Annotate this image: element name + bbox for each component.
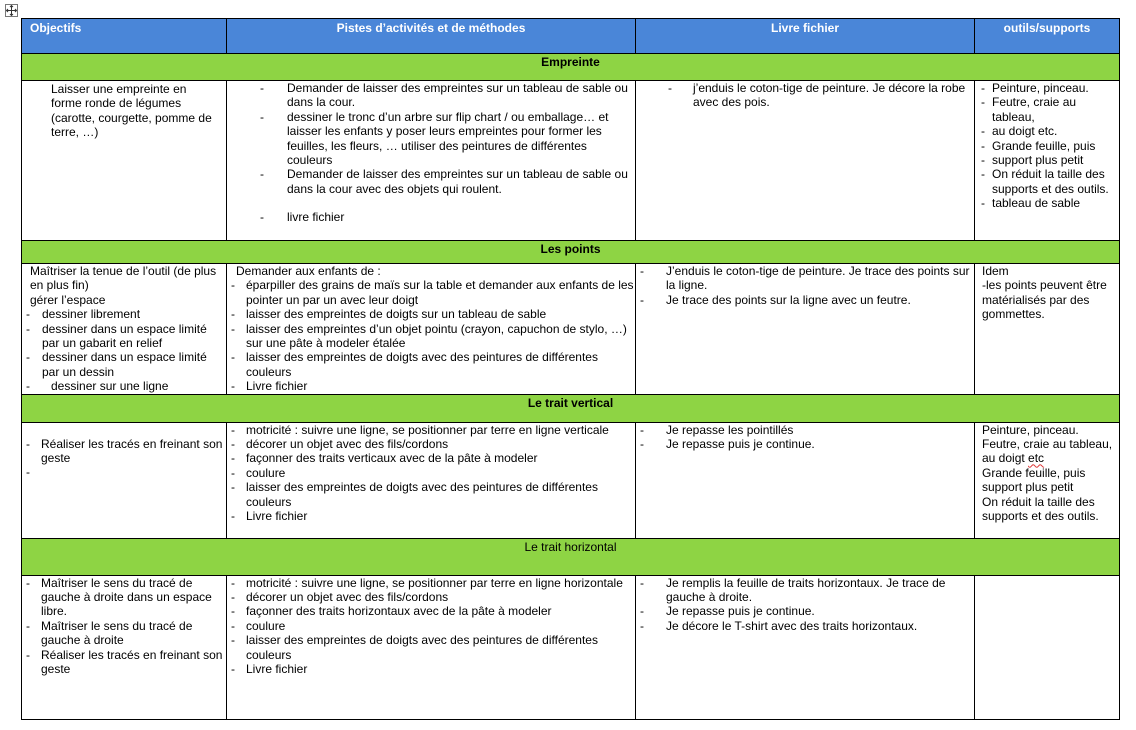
list-item: - motricité : suivre une ligne, se positionner par terre en ligne horizontale — [227, 576, 635, 590]
list-item: - Grande feuille, puis — [975, 139, 1119, 153]
pistes-list — [227, 278, 635, 393]
objectif-line: Maîtriser la tenue de l’outil (de plus en plus fin) — [30, 264, 217, 293]
list-item: - Je décore le T-shirt avec des traits horizontaux. — [636, 619, 974, 633]
pistes-intro: Demander aux enfants de : — [236, 264, 381, 278]
list-item: - Demander de laisser des empreintes sur un tableau de sable ou dans la cour avec des objets qui roulent. — [227, 167, 635, 196]
outils-line: Idem — [982, 264, 1009, 278]
list-item: - J’enduis le coton-tige de peinture. Je trace des points sur la ligne. — [636, 264, 974, 293]
list-item: - Je remplis la feuille de traits horizontaux. Je trace de gauche à droite. — [636, 576, 974, 605]
list-item: - motricité : suivre une ligne, se positionner par terre en ligne verticale — [227, 423, 635, 437]
list-item: - Réaliser les tracés en freinant son geste — [22, 648, 226, 677]
objectifs-list — [22, 307, 226, 393]
list-item: - Je repasse puis je continue. — [636, 604, 974, 618]
outils-list — [975, 81, 1119, 211]
header-livre: Livre fichier — [636, 19, 975, 54]
header-row — [22, 19, 1120, 54]
list-item: - dessiner dans un espace limité par un dessin — [22, 350, 226, 379]
list-item: - dessiner le tronc d’un arbre sur flip chart / ou emballage… et laisser les enfants y poser leurs empreintes pour former les feuilles, les fleurs, … utiliser des peintures de différentes couleurs — [227, 110, 635, 168]
objectif-text: Laisser une empreinte en forme ronde de légumes (carotte, courgette, pomme de terre, …) — [51, 82, 212, 140]
pistes-cell — [227, 422, 636, 538]
list-item: - façonner des traits horizontaux avec de la pâte à modeler — [227, 604, 635, 618]
livre-list — [636, 423, 974, 452]
header-objectifs: Objectifs — [22, 19, 227, 54]
outils-cell — [975, 264, 1120, 395]
section-title: Le trait horizontal — [22, 538, 1120, 575]
list-item: - livre fichier — [227, 210, 635, 224]
list-item: - j’enduis le coton-tige de peinture. Je décore la robe avec des pois. — [636, 81, 974, 110]
list-item: - Livre fichier — [227, 662, 635, 676]
table-row — [22, 422, 1120, 538]
list-item: - Je trace des points sur la ligne avec un feutre. — [636, 293, 974, 307]
list-item: - décorer un objet avec des fils/cordons — [227, 590, 635, 604]
section-row-points — [22, 241, 1120, 264]
outils-line: Grande feuille, puis support plus petit — [982, 465, 1086, 495]
objectifs-list — [22, 576, 226, 677]
list-item: - Je repasse puis je continue. — [636, 437, 974, 451]
livre-cell — [636, 81, 975, 241]
pistes-cell — [227, 575, 636, 719]
list-item: - laisser des empreintes de doigts avec des peintures de différentes couleurs — [227, 350, 635, 379]
list-item: - Maîtriser le sens du tracé de gauche à droite dans un espace libre. — [22, 576, 226, 619]
list-item: - dessiner sur une ligne — [22, 379, 226, 393]
livre-list — [636, 81, 974, 110]
outils-cell — [975, 422, 1120, 538]
list-item: - laisser des empreintes de doigts sur un tableau de sable — [227, 307, 635, 321]
section-title: Empreinte — [22, 54, 1120, 81]
list-item: - Feutre, craie au tableau, — [975, 95, 1119, 124]
outils-cell — [975, 81, 1120, 241]
list-item: - Maîtriser le sens du tracé de gauche à droite — [22, 619, 226, 648]
objectifs-cell — [22, 81, 227, 241]
objectifs-list — [22, 423, 226, 480]
list-item: - laisser des empreintes d’un objet pointu (crayon, capuchon de stylo, …) sur une pâte à modeler étalée — [227, 322, 635, 351]
objectifs-cell — [22, 575, 227, 719]
section-title: Le trait vertical — [22, 394, 1120, 422]
list-item: - Je repasse les pointillés — [636, 423, 974, 437]
outils-cell — [975, 575, 1120, 719]
objectifs-cell — [22, 264, 227, 395]
list-item: - décorer un objet avec des fils/cordons — [227, 437, 635, 451]
header-outils: outils/supports — [975, 19, 1120, 54]
outils-text — [975, 423, 1119, 524]
list-item: - dessiner librement — [22, 307, 226, 321]
list-item: - coulure — [227, 466, 635, 480]
table-move-handle-icon[interactable] — [5, 4, 18, 17]
livre-list — [636, 576, 974, 634]
list-item: - Peinture, pinceau. — [975, 81, 1119, 95]
table-row — [22, 264, 1120, 395]
pistes-list — [227, 423, 635, 524]
pistes-cell — [227, 81, 636, 241]
activity-table — [21, 18, 1120, 720]
livre-cell — [636, 422, 975, 538]
livre-cell — [636, 264, 975, 395]
section-row-vertical — [22, 394, 1120, 422]
list-item — [22, 465, 226, 479]
list-item: - façonner des traits verticaux avec de la pâte à modeler — [227, 451, 635, 465]
list-item: - Livre fichier — [227, 379, 635, 393]
list-item: - On réduit la taille des supports et des outils. — [975, 167, 1119, 196]
outils-line: On réduit la taille des supports et des outils. — [982, 494, 1099, 524]
outils-line: matérialisés par des gommettes. — [982, 292, 1090, 322]
objectif-text — [22, 264, 226, 307]
outils-line: -les points peuvent être — [982, 278, 1107, 293]
list-item: - Livre fichier — [227, 509, 635, 523]
objectif-line: gérer l’espace — [30, 292, 106, 307]
pistes-cell — [227, 264, 636, 395]
pistes-list — [227, 576, 635, 677]
outils-text — [975, 264, 1119, 322]
spelling-marked-word: etc — [1028, 451, 1045, 466]
objectifs-cell — [22, 422, 227, 538]
table-row — [22, 575, 1120, 719]
pistes-list — [227, 81, 635, 225]
section-title: Les points — [22, 241, 1120, 264]
livre-list — [636, 264, 974, 307]
list-item: - support plus petit — [975, 153, 1119, 167]
list-item: - dessiner dans un espace limité par un gabarit en relief — [22, 322, 226, 351]
section-row-empreinte — [22, 54, 1120, 81]
list-item: - éparpiller des grains de maïs sur la table et demander aux enfants de les pointer un par un avec leur doigt — [227, 278, 635, 307]
list-item: - tableau de sable — [975, 196, 1119, 210]
list-item: - laisser des empreintes de doigts avec des peintures de différentes couleurs — [227, 480, 635, 509]
livre-cell — [636, 575, 975, 719]
list-item: - Réaliser les tracés en freinant son geste — [22, 437, 226, 466]
list-item: - au doigt etc. — [975, 124, 1119, 138]
list-item: - laisser des empreintes de doigts avec des peintures de différentes couleurs — [227, 633, 635, 662]
outils-line-part: au doigt — [982, 451, 1029, 466]
outils-line: Peinture, pinceau. — [982, 422, 1079, 437]
table-row — [22, 81, 1120, 241]
outils-line: Feutre, craie au tableau, — [982, 437, 1113, 452]
list-item: - coulure — [227, 619, 635, 633]
section-row-horizontal — [22, 538, 1120, 575]
outils-line — [982, 451, 1119, 465]
list-item: - Demander de laisser des empreintes sur un tableau de sable ou dans la cour. — [227, 81, 635, 110]
header-pistes: Pistes d’activités et de méthodes — [227, 19, 636, 54]
